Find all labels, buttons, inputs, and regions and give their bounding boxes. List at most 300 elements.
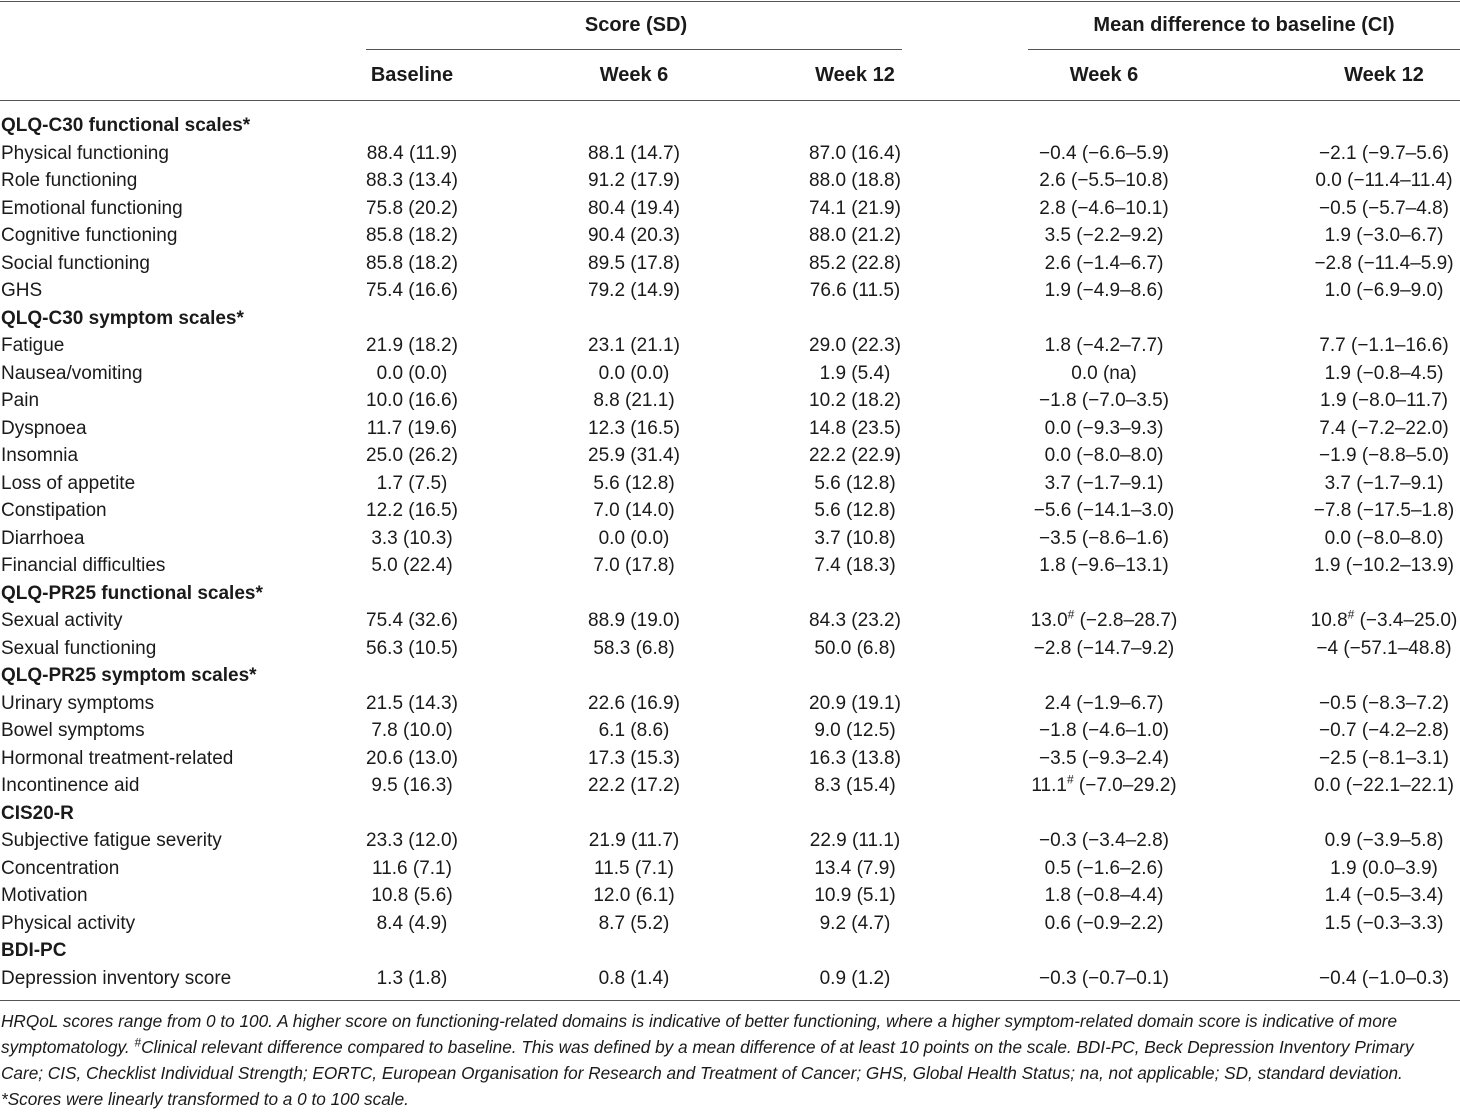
cell-value: 1.8 (−9.6–13.1) xyxy=(1039,555,1169,576)
table-row xyxy=(0,827,1460,855)
cell-value: 11.5 (7.1) xyxy=(594,857,674,879)
table-cell xyxy=(544,277,724,305)
table-cell xyxy=(322,360,502,388)
table-cell xyxy=(322,140,502,168)
section-row xyxy=(0,662,1460,690)
cell-value: 23.3 (12.0) xyxy=(366,830,458,851)
cell-value: 12.2 (16.5) xyxy=(366,500,458,521)
row-label: Nausea/vomiting xyxy=(1,362,143,384)
cell-value: 85.8 (18.2) xyxy=(366,225,458,246)
column-header-score-week6: Week 6 xyxy=(599,64,669,86)
table-cell xyxy=(544,250,724,278)
table-cell xyxy=(544,607,724,635)
table-cell xyxy=(1294,525,1460,553)
table-cell xyxy=(1294,277,1460,305)
cell-value: 12.3 (16.5) xyxy=(588,417,680,439)
cell-value: 85.8 (18.2) xyxy=(366,252,458,274)
cell-value: 88.3 (13.4) xyxy=(366,170,458,191)
cell-value: −4 (−57.1–48.8) xyxy=(1316,637,1452,659)
section-heading: QLQ-C30 symptom scales* xyxy=(1,307,244,329)
header-group-mean-diff-rule xyxy=(1028,49,1460,50)
cell-value: 5.6 (12.8) xyxy=(814,500,896,521)
table-cell xyxy=(765,167,945,195)
table-cell xyxy=(765,607,945,635)
column-header-score-week12: Week 12 xyxy=(815,64,895,86)
row-label: Concentration xyxy=(1,857,120,879)
cell-value: 75.8 (20.2) xyxy=(366,197,458,219)
cell-value: 2.6 (−1.4–6.7) xyxy=(1044,252,1164,274)
table-cell xyxy=(1294,855,1460,883)
table-cell xyxy=(1294,965,1460,993)
row-label: Emotional functioning xyxy=(1,197,183,219)
table-cell xyxy=(544,525,724,553)
cell-value: 0.0 (−11.4–11.4) xyxy=(1315,170,1453,191)
table-body xyxy=(0,112,1460,992)
cell-value: −2.5 (−8.1–3.1) xyxy=(1319,747,1449,769)
table-row xyxy=(0,140,1460,168)
cell-value: 88.0 (18.8) xyxy=(809,170,901,191)
cell-value: 21.5 (14.3) xyxy=(366,692,458,714)
table-row xyxy=(0,745,1460,773)
cell-value: 84.3 (23.2) xyxy=(809,610,901,631)
table-cell xyxy=(544,552,724,580)
cell-value: 75.4 (32.6) xyxy=(366,610,458,631)
cell-value: 2.4 (−1.9–6.7) xyxy=(1044,692,1164,714)
table-cell xyxy=(322,222,502,250)
row-label: Sexual functioning xyxy=(1,637,157,659)
table-cell xyxy=(765,855,945,883)
table-cell xyxy=(322,277,502,305)
cell-value: 5.0 (22.4) xyxy=(371,555,453,576)
table-cell xyxy=(1014,140,1194,168)
table-cell xyxy=(322,470,502,498)
row-label: Cognitive functioning xyxy=(1,225,178,246)
cell-value: 13.0 xyxy=(1030,610,1068,631)
cell-value: −0.5 (−8.3–7.2) xyxy=(1319,692,1449,714)
row-label: Social functioning xyxy=(1,252,150,274)
table-cell xyxy=(1014,222,1194,250)
table-cell xyxy=(765,442,945,470)
cell-value: 5.6 (12.8) xyxy=(814,472,896,494)
cell-value: 0.0 (0.0) xyxy=(598,527,670,549)
row-label: Pain xyxy=(1,390,40,411)
table-cell xyxy=(322,387,502,415)
cell-value: 2.6 (−5.5–10.8) xyxy=(1039,170,1169,191)
cell-value: −2.1 (−9.7–5.6) xyxy=(1319,142,1449,164)
clinical-relevance-mark: # xyxy=(1066,772,1074,787)
table-cell xyxy=(322,882,502,910)
table-cell xyxy=(322,690,502,718)
table-cell xyxy=(1294,332,1460,360)
cell-value: 1.9 (−4.9–8.6) xyxy=(1044,280,1164,301)
table-cell xyxy=(1014,195,1194,223)
table-cell xyxy=(1294,415,1460,443)
cell-value: 8.4 (4.9) xyxy=(376,912,448,934)
table-cell xyxy=(1014,360,1194,388)
cell-value: 0.6 (−0.9–2.2) xyxy=(1044,912,1164,934)
table-cell xyxy=(1014,332,1194,360)
cell-value: 8.8 (21.1) xyxy=(593,390,675,411)
table-cell xyxy=(765,387,945,415)
table-cell xyxy=(1014,552,1194,580)
table-cell xyxy=(322,552,502,580)
cell-value: 3.7 (−1.7–9.1) xyxy=(1324,472,1444,494)
table-cell xyxy=(765,332,945,360)
clinical-relevance-mark: # xyxy=(1347,607,1355,622)
table-row xyxy=(0,415,1460,443)
cell-value: 7.0 (14.0) xyxy=(593,500,675,521)
cell-value: 88.4 (11.9) xyxy=(366,142,458,164)
row-label: Incontinence aid xyxy=(1,775,140,796)
cell-value: 1.9 (−0.8–4.5) xyxy=(1324,362,1444,384)
table-cell xyxy=(1014,690,1194,718)
section-row xyxy=(0,580,1460,608)
cell-value: 79.2 (14.9) xyxy=(588,280,680,301)
table-cell xyxy=(1014,635,1194,663)
table-cell xyxy=(765,827,945,855)
cell-value: −0.5 (−5.7–4.8) xyxy=(1319,197,1449,219)
row-label: Hormonal treatment-related xyxy=(1,747,234,769)
cell-value: 10.8 (5.6) xyxy=(371,885,453,906)
table-row xyxy=(0,635,1460,663)
cell-value: 22.9 (11.1) xyxy=(809,830,901,851)
header-group-score: Score (SD) xyxy=(584,14,688,36)
table-cell xyxy=(322,167,502,195)
cell-value: 3.7 (−1.7–9.1) xyxy=(1044,472,1164,494)
cell-value: 1.9 (−3.0–6.7) xyxy=(1324,225,1444,246)
table-cell xyxy=(322,635,502,663)
column-header-baseline: Baseline xyxy=(370,64,454,86)
cell-value: 0.9 (−3.9–5.8) xyxy=(1324,830,1444,851)
cell-value: 0.0 (−22.1–22.1) xyxy=(1314,775,1454,796)
table-cell xyxy=(1294,882,1460,910)
cell-value: 3.7 (10.8) xyxy=(814,527,896,549)
table-cell xyxy=(322,250,502,278)
clinical-relevance-mark: # xyxy=(1067,607,1075,622)
table-cell xyxy=(322,525,502,553)
cell-value: 76.6 (11.5) xyxy=(809,280,901,301)
table-cell xyxy=(1014,827,1194,855)
table-cell xyxy=(544,497,724,525)
cell-value: 12.0 (6.1) xyxy=(593,885,675,906)
table-row xyxy=(0,855,1460,883)
table-cell xyxy=(1294,442,1460,470)
table-row xyxy=(0,277,1460,305)
table-cell xyxy=(1294,635,1460,663)
cell-value: 7.8 (10.0) xyxy=(371,720,453,741)
cell-value: −5.6 (−14.1–3.0) xyxy=(1033,500,1175,521)
table-bottom-rule xyxy=(0,1000,1460,1001)
row-label: Physical functioning xyxy=(1,142,169,164)
table-cell xyxy=(322,442,502,470)
cell-value: 20.9 (19.1) xyxy=(809,692,901,714)
table-row xyxy=(0,250,1460,278)
cell-value: 88.9 (19.0) xyxy=(588,610,680,631)
cell-value: 25.0 (26.2) xyxy=(366,445,458,466)
table-cell xyxy=(1014,745,1194,773)
table-cell xyxy=(322,965,502,993)
cell-value: 10.8 xyxy=(1310,610,1348,631)
table-cell xyxy=(544,827,724,855)
table-row xyxy=(0,882,1460,910)
table-cell xyxy=(544,772,724,800)
cell-value: 25.9 (31.4) xyxy=(588,445,680,466)
table-cell xyxy=(1014,167,1194,195)
cell-value: 0.9 (1.2) xyxy=(819,967,891,989)
table-cell xyxy=(1294,222,1460,250)
cell-value: 9.5 (16.3) xyxy=(371,775,453,796)
cell-value: 9.0 (12.5) xyxy=(814,720,896,741)
table-cell xyxy=(1014,772,1194,800)
table-cell xyxy=(1014,497,1194,525)
table-cell xyxy=(544,140,724,168)
table-cell xyxy=(544,745,724,773)
footnote-text-1: HRQoL scores range from 0 to 100. A higher score on functioning-related domains is indicative of better functioning, where a higher symptom-related domain score is indicative of more symptomatology. xyxy=(1,1011,1398,1057)
cell-value: −0.4 (−1.0–0.3) xyxy=(1319,967,1449,989)
header-group-mean-diff: Mean difference to baseline (CI) xyxy=(1093,14,1395,36)
table-cell xyxy=(544,470,724,498)
cell-value: 13.4 (7.9) xyxy=(814,857,896,879)
footnote-text-2: Clinical relevant difference compared to baseline. This was defined by a mean difference of at least 10 points on the scale. BDI-PC, Beck Depression Inventory Primary Care; CIS, Checklist Individual Strength; EORTC, European Organisation for Research and Treatment of Cancer; GHS, Global Health Status; na, not applicable; SD, standard deviation. *Scores were linearly transformed to a 0 to 100 scale. xyxy=(1,1037,1414,1109)
cell-value: 1.4 (−0.5–3.4) xyxy=(1324,885,1444,906)
table-cell xyxy=(1014,250,1194,278)
header-bottom-rule xyxy=(0,100,1460,101)
row-label: Sexual activity xyxy=(1,610,123,631)
table-cell xyxy=(1294,140,1460,168)
table-cell xyxy=(765,910,945,938)
row-label: Fatigue xyxy=(1,335,65,356)
cell-value: 88.0 (21.2) xyxy=(809,225,901,246)
cell-value: 22.2 (17.2) xyxy=(588,775,680,796)
table-cell xyxy=(1294,167,1460,195)
section-row xyxy=(0,937,1460,965)
cell-value: −1.8 (−7.0–3.5) xyxy=(1039,390,1169,411)
row-label: Physical activity xyxy=(1,912,136,934)
cell-value: 1.3 (1.8) xyxy=(376,967,448,989)
row-label: Constipation xyxy=(1,500,107,521)
cell-value: −1.8 (−4.6–1.0) xyxy=(1039,720,1169,741)
table-row xyxy=(0,470,1460,498)
cell-value: 0.0 (0.0) xyxy=(376,362,448,384)
table-cell xyxy=(544,882,724,910)
table-row xyxy=(0,360,1460,388)
header-group-score-rule xyxy=(366,49,902,50)
table-cell xyxy=(1294,772,1460,800)
cell-value: 11.6 (7.1) xyxy=(372,857,452,879)
table-cell xyxy=(765,965,945,993)
cell-value: 10.0 (16.6) xyxy=(366,390,458,411)
cell-value: 85.2 (22.8) xyxy=(809,252,901,274)
table-cell xyxy=(322,415,502,443)
cell-value: 1.9 (0.0–3.9) xyxy=(1330,857,1438,879)
cell-value: −0.4 (−6.6–5.9) xyxy=(1039,142,1169,164)
table-cell xyxy=(1294,745,1460,773)
section-row xyxy=(0,305,1460,333)
table-row xyxy=(0,525,1460,553)
row-label: Depression inventory score xyxy=(1,967,232,989)
table-cell xyxy=(544,965,724,993)
table-cell xyxy=(544,222,724,250)
cell-value: 5.6 (12.8) xyxy=(593,472,675,494)
table-cell xyxy=(322,745,502,773)
table-cell xyxy=(765,525,945,553)
cell-value: 14.8 (23.5) xyxy=(809,417,901,439)
cell-value: 2.8 (−4.6–10.1) xyxy=(1039,197,1169,219)
table-cell xyxy=(765,717,945,745)
table-cell xyxy=(1294,552,1460,580)
table-row xyxy=(0,442,1460,470)
row-label: Role functioning xyxy=(1,170,138,191)
table-footnote xyxy=(1,1008,1457,1112)
table-cell xyxy=(544,360,724,388)
cell-value: 50.0 (6.8) xyxy=(814,637,896,659)
table-cell xyxy=(1014,470,1194,498)
table-cell xyxy=(1294,360,1460,388)
table-cell xyxy=(765,497,945,525)
cell-value: 20.6 (13.0) xyxy=(366,747,458,769)
table-cell xyxy=(322,195,502,223)
section-heading: QLQ-PR25 functional scales* xyxy=(1,582,263,604)
table-cell xyxy=(1294,607,1460,635)
cell-value: 11.1 xyxy=(1031,775,1067,796)
table-row xyxy=(0,772,1460,800)
table-cell xyxy=(322,855,502,883)
cell-value: −2.8 (−11.4–5.9) xyxy=(1314,252,1454,274)
table-cell xyxy=(1294,470,1460,498)
section-heading: QLQ-PR25 symptom scales* xyxy=(1,665,257,686)
row-label: Urinary symptoms xyxy=(1,692,155,714)
cell-value: 88.1 (14.7) xyxy=(588,142,680,164)
table-cell xyxy=(765,415,945,443)
footnote-sup-mark: # xyxy=(134,1035,142,1050)
cell-value: 90.4 (20.3) xyxy=(588,225,680,246)
table-cell xyxy=(322,772,502,800)
table-cell xyxy=(322,717,502,745)
cell-value: 17.3 (15.3) xyxy=(588,747,680,769)
table-cell xyxy=(1294,690,1460,718)
cell-value: 74.1 (21.9) xyxy=(809,197,901,219)
cell-value: 11.7 (19.6) xyxy=(366,417,458,439)
table-cell xyxy=(1294,250,1460,278)
table-cell xyxy=(544,910,724,938)
table-cell xyxy=(765,222,945,250)
cell-value: 80.4 (19.4) xyxy=(588,197,680,219)
row-label: Diarrhoea xyxy=(1,527,85,549)
cell-value: −0.3 (−3.4–2.8) xyxy=(1039,830,1169,851)
cell-value: 0.8 (1.4) xyxy=(598,967,670,989)
table-cell xyxy=(765,470,945,498)
table-cell xyxy=(765,635,945,663)
cell-value: 0.0 (−8.0–8.0) xyxy=(1044,445,1164,466)
cell-value: 1.9 (−8.0–11.7) xyxy=(1320,390,1448,411)
table-cell xyxy=(765,772,945,800)
table-cell xyxy=(544,855,724,883)
table-cell xyxy=(1294,827,1460,855)
table-row xyxy=(0,552,1460,580)
table-cell xyxy=(544,717,724,745)
table-cell xyxy=(1014,855,1194,883)
section-heading: BDI-PC xyxy=(1,940,67,961)
table-cell xyxy=(765,360,945,388)
cell-value: 7.0 (17.8) xyxy=(593,555,675,576)
cell-value: 0.5 (−1.6–2.6) xyxy=(1044,857,1164,879)
table-cell xyxy=(765,745,945,773)
cell-value: 21.9 (18.2) xyxy=(366,335,458,356)
table-cell xyxy=(1014,717,1194,745)
table-cell xyxy=(1294,387,1460,415)
table-row xyxy=(0,222,1460,250)
table-row xyxy=(0,910,1460,938)
table-cell xyxy=(765,250,945,278)
cell-value: 6.1 (8.6) xyxy=(598,720,670,741)
table-row xyxy=(0,387,1460,415)
cell-value: 16.3 (13.8) xyxy=(809,747,901,769)
cell-value: 10.9 (5.1) xyxy=(814,885,896,906)
cell-value: 22.6 (16.9) xyxy=(588,692,680,714)
table-row xyxy=(0,690,1460,718)
table-cell xyxy=(1014,442,1194,470)
cell-value: 89.5 (17.8) xyxy=(588,252,680,274)
table-cell xyxy=(765,882,945,910)
row-label: Subjective fatigue severity xyxy=(1,830,222,851)
table-cell xyxy=(1294,195,1460,223)
table-cell xyxy=(1014,525,1194,553)
table-cell xyxy=(1294,497,1460,525)
cell-value: 1.0 (−6.9–9.0) xyxy=(1324,280,1444,301)
table-cell xyxy=(544,442,724,470)
column-header-diff-week6: Week 6 xyxy=(1069,64,1139,86)
table-cell xyxy=(544,332,724,360)
cell-value: −3.5 (−9.3–2.4) xyxy=(1039,747,1169,769)
row-label: Insomnia xyxy=(1,445,79,466)
table-cell xyxy=(544,195,724,223)
cell-value: 1.8 (−4.2–7.7) xyxy=(1044,335,1164,356)
table-row xyxy=(0,607,1460,635)
cell-value: 7.7 (−1.1–16.6) xyxy=(1319,335,1449,356)
table-cell xyxy=(765,552,945,580)
row-label: Bowel symptoms xyxy=(1,720,145,741)
section-row xyxy=(0,800,1460,828)
cell-value: −3.5 (−8.6–1.6) xyxy=(1039,527,1169,549)
table-row xyxy=(0,167,1460,195)
table-cell xyxy=(544,167,724,195)
cell-value: 29.0 (22.3) xyxy=(809,335,901,356)
cell-value: −0.3 (−0.7–0.1) xyxy=(1039,967,1169,989)
cell-value: 87.0 (16.4) xyxy=(809,142,901,164)
table-cell xyxy=(1014,415,1194,443)
row-label: GHS xyxy=(1,280,43,301)
cell-value: 56.3 (10.5) xyxy=(366,637,458,659)
section-heading: CIS20-R xyxy=(1,802,74,824)
row-label: Financial difficulties xyxy=(1,555,166,576)
table-cell xyxy=(1014,607,1194,635)
cell-value: 1.8 (−0.8–4.4) xyxy=(1044,885,1164,906)
cell-ci: (−7.0–29.2) xyxy=(1073,775,1177,796)
table-cell xyxy=(322,497,502,525)
section-row xyxy=(0,112,1460,140)
cell-value: 1.9 (−10.2–13.9) xyxy=(1314,555,1454,576)
section-heading: QLQ-C30 functional scales* xyxy=(1,115,251,136)
cell-value: 10.2 (18.2) xyxy=(809,390,901,411)
table-cell xyxy=(544,415,724,443)
row-label: Dyspnoea xyxy=(1,417,87,439)
table-row xyxy=(0,332,1460,360)
table-cell xyxy=(1014,387,1194,415)
cell-value: 3.3 (10.3) xyxy=(371,527,453,549)
cell-value: 0.0 (na) xyxy=(1071,362,1137,384)
table-cell xyxy=(1294,910,1460,938)
cell-value: 7.4 (−7.2–22.0) xyxy=(1319,417,1449,439)
